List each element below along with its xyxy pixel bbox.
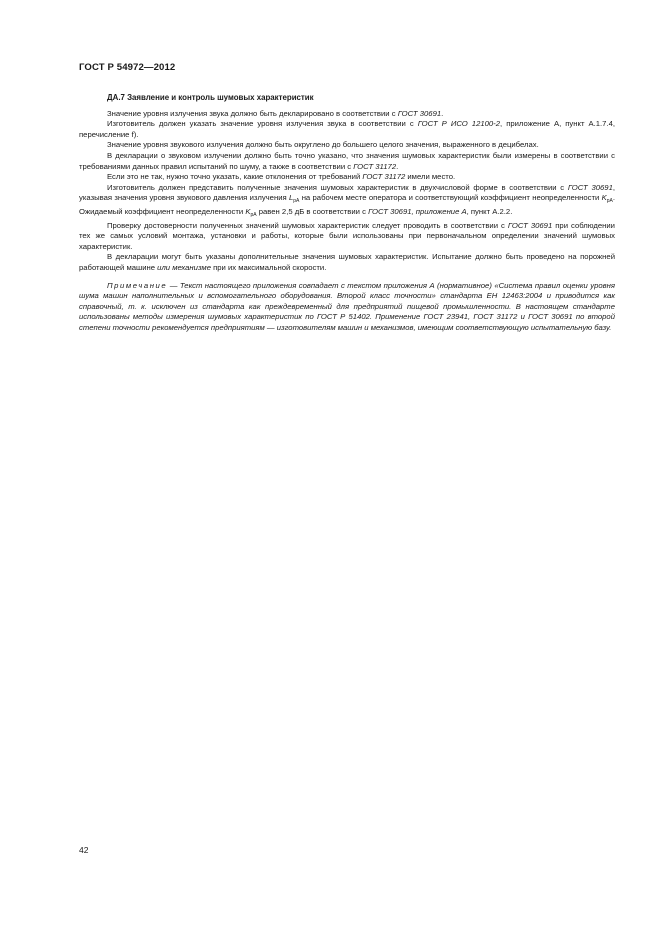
symbol-K: K xyxy=(245,206,251,216)
note xyxy=(79,281,615,334)
standard-reference: ГОСТ Р ИСО 12100-2 xyxy=(417,119,501,129)
paragraph-text: Значение уровня излучения звука должно быть декларировано в соответствии с xyxy=(107,108,398,118)
paragraph-text: , пункт А.2.2. xyxy=(466,206,513,216)
standard-reference: ГОСТ 31172 xyxy=(362,172,406,182)
paragraph-4 xyxy=(79,151,615,172)
paragraph-8 xyxy=(79,252,615,273)
standard-reference: ГОСТ 31172 xyxy=(353,161,397,171)
section-title: ДА.7 Заявление и контроль шумовых характеристик xyxy=(107,93,314,102)
standard-reference: ГОСТ 30691, приложение А xyxy=(368,206,467,216)
paragraph-5 xyxy=(79,172,615,183)
symbol-subscript: pA xyxy=(250,211,257,218)
symbol-subscript: pA xyxy=(606,198,613,205)
paragraph-text: Проверку достоверности полученных значений шумовых характеристик следует проводить в соответствии с xyxy=(107,220,508,230)
document-body xyxy=(79,93,615,333)
paragraph-6 xyxy=(79,183,615,221)
note-label: Примечание xyxy=(107,280,168,290)
paragraph-1 xyxy=(79,109,615,120)
document-header: ГОСТ Р 54972—2012 xyxy=(79,62,176,73)
paragraph-2 xyxy=(79,119,615,140)
paragraph-text: имели место. xyxy=(405,172,456,182)
paragraph-text: . xyxy=(396,161,399,171)
note-text: — Текст настоящего приложения совпадает с текстом приложения А (нормативное) «Система правил оценки уровня шума машин наполнительных и вспомогательного оборудования. Второй класс точности» стандарта ЕН 12463:2004 и приводится как справочный, т. к. исключен из стандарта как преждевременный для предприятий пищевой промышленности. В настоящем стандарте использованы методы измерения шумовых характеристик по ГОСТ Р 51402. Применение ГОСТ 23941, ГОСТ 31172 и ГОСТ 30691 по второй степени точности рекомендуется предприятиям — изготовителям машин и механизмов, имеющим соответствующую испытательную базу. xyxy=(79,280,615,332)
standard-reference: ГОСТ 30691 xyxy=(507,220,553,230)
paragraph-text: . xyxy=(441,108,444,118)
standard-reference: ГОСТ 30691 xyxy=(567,182,613,192)
paragraph-text: Значение уровня звукового излучения должно быть округлено до большего целого значения, выраженного в децибелах. xyxy=(107,140,539,150)
symbol-L: L xyxy=(288,193,294,203)
paragraph-3 xyxy=(79,140,615,151)
paragraph-7 xyxy=(79,221,615,253)
standard-reference: ГОСТ 30691 xyxy=(397,108,442,118)
paragraph-text: Если это не так, нужно точно указать, какие отклонения от требований xyxy=(107,172,363,182)
paragraph-text: на рабочем месте оператора и соответствующий коэффициент неопределенности xyxy=(299,193,602,203)
paragraph-text: , указывая значения уровня звукового давления излучения xyxy=(79,182,615,203)
page-number: 42 xyxy=(79,845,89,855)
paragraph-text: . Ожидаемый коэффициент неопределенности xyxy=(79,193,615,216)
paragraph-text: равен 2,5 дБ в соответствии с xyxy=(256,206,369,216)
symbol-K: K xyxy=(601,193,607,203)
paragraph-text: при их максимальной скорости. xyxy=(210,262,327,272)
paragraph-text: Изготовитель должен представить полученные значения шумовых характеристик в двухчисловой форме в соответствии с xyxy=(107,182,568,192)
paragraph-text: , приложение А, пункт А.1.7.4, перечисление f). xyxy=(79,119,615,139)
paragraph-text: В декларации о звуковом излучении должно быть точно указано, что значения шумовых характеристик были измерены в соответствии с требованиями данных правил испытаний по шуму, а также в соответствии с xyxy=(79,150,615,171)
paragraph-text: В декларации могут быть указаны дополнительные значения шумовых характеристик. Испытание должно быть проведено на порожней работающей машине xyxy=(79,252,615,272)
symbol-subscript: pA xyxy=(293,198,300,205)
emphasis-text: или механизме xyxy=(157,262,211,272)
paragraph-text: Изготовитель должен указать значение уровня излучения звука в соответствии с xyxy=(107,119,418,129)
paragraph-text: при соблюдении тех же самых условий монтажа, установки и работы, которые были использованы при первоначальном определении значений шумовых характеристик. xyxy=(79,220,615,251)
